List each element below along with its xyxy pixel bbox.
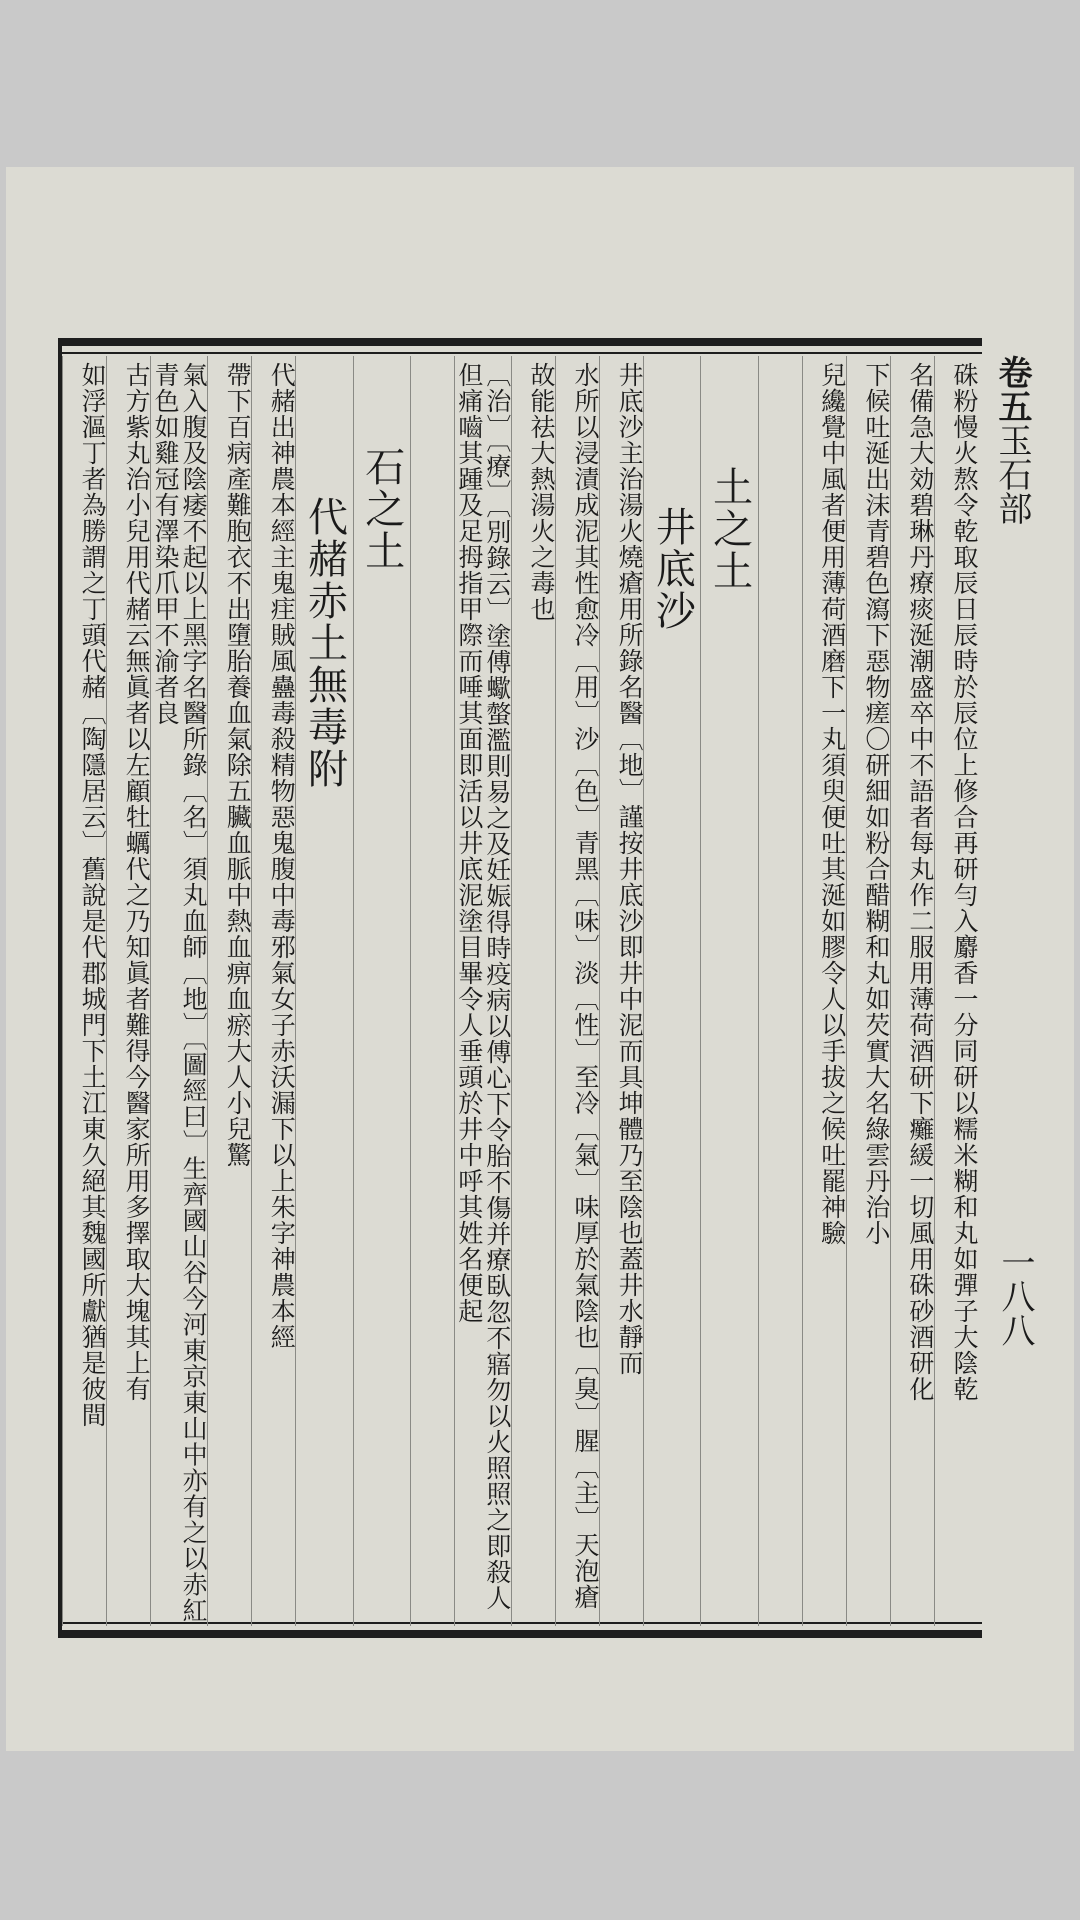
text-column: 古方紫丸治小兒用代赭云無眞者以左顧牡蠣代之乃知眞者難得今醫家所用多擇取大塊其上有 xyxy=(106,356,150,1626)
text-column: 〔治〕〔療〕〔別錄云〕塗傅蠍螫濫則易之及妊娠得時疫病以傅心下令胎不傷并療臥忽不寤勿以火照照之即殺人但痛嚙其踵及足拇指甲際而唾其面即活以井底泥塗目畢令人垂頭於井中呼其姓名便起 xyxy=(454,356,511,1626)
text-column: 氣入腹及陰痿不起以上黑字名醫所錄〔名〕須丸血師〔地〕〔圖經曰〕生齊國山谷今河東京東山中亦有之以赤紅青色如雞冠有澤染爪甲不渝者良 xyxy=(150,356,207,1626)
running-header xyxy=(992,355,1032,525)
section-heading: 土之土 xyxy=(700,356,757,1626)
text-column: 水所以浸漬成泥其性愈冷〔用〕沙〔色〕青黑〔味〕淡〔性〕至冷〔氣〕味厚於氣陰也〔臭〕腥〔主〕天泡瘡 xyxy=(555,356,599,1626)
text-column: 硃粉慢火熬令乾取辰日辰時於辰位上修合再研勻入麝香一分同研以糯米糊和丸如彈子大陰乾 xyxy=(934,356,978,1626)
text-column: 如浮漚丁者為勝謂之丁頭代赭〔陶隱居云〕舊說是代郡城門下土江東久絕其魏國所獻猶是彼間 xyxy=(62,356,106,1626)
text-column: 帶下百病產難胞衣不出墮胎養血氣除五臟血脈中熱血痹血瘀大人小兒驚 xyxy=(207,356,251,1626)
text-column: 井底沙主治湯火燒瘡用所錄名醫〔地〕謹按井底沙即井中泥而具坤體乃至陰也蓋井水靜而 xyxy=(599,356,643,1626)
section-label: 玉石部 xyxy=(992,423,1032,525)
entry-heading: 井底沙 xyxy=(643,356,700,1626)
text-column xyxy=(758,356,802,1626)
text-column: 故能祛大熱湯火之毒也 xyxy=(511,356,555,1626)
text-column xyxy=(410,356,454,1626)
text-columns xyxy=(62,356,978,1626)
page-number: 一八八 xyxy=(995,1245,1035,1347)
text-column: 代赭出神農本經主鬼疰賊風蠱毒殺精物惡鬼腹中毒邪氣女子赤沃漏下以上朱字神農本經 xyxy=(251,356,295,1626)
section-heading: 石之土 xyxy=(353,356,410,1626)
entry-heading: 代赭赤土無毒附 xyxy=(295,356,352,1626)
volume-label: 卷五 xyxy=(992,355,1032,423)
text-column: 兒纔覺中風者便用薄荷酒磨下一丸須臾便吐其涎如膠令人以手拔之候吐罷神驗 xyxy=(802,356,846,1626)
text-column: 名備急大効碧琳丹療痰涎潮盛卒中不語者每丸作二服用薄荷酒研下癱緩一切風用硃砂酒研化 xyxy=(890,356,934,1626)
text-column: 下候吐涎出沫青碧色瀉下惡物瘥〇研細如粉合醋糊和丸如芡實大名綠雲丹治小 xyxy=(846,356,890,1626)
